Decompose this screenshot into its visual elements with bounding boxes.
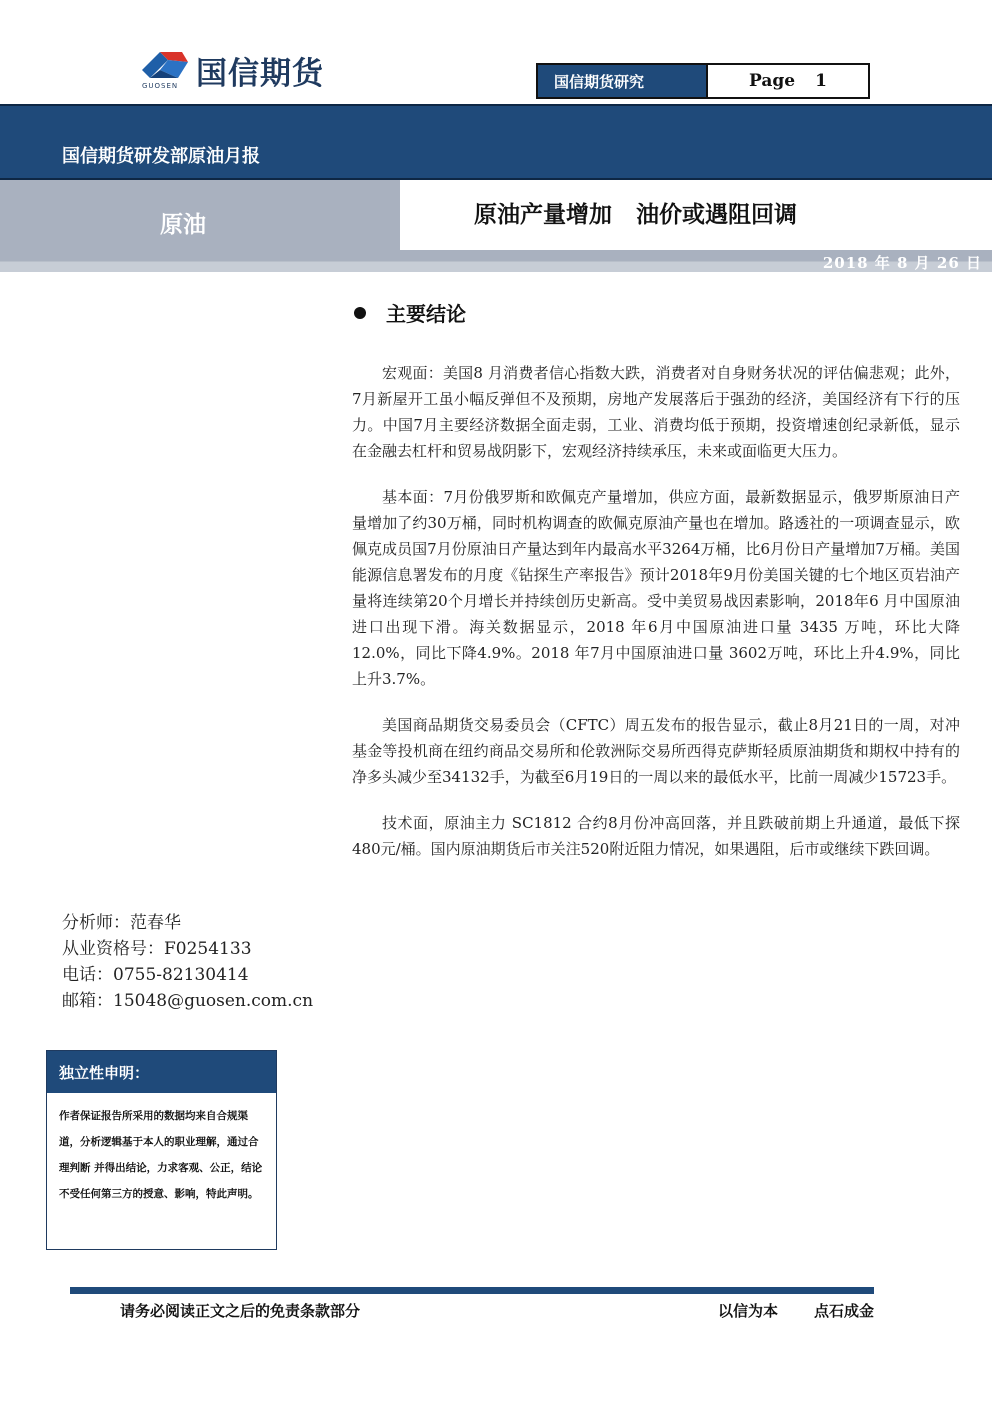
section-heading [354,298,466,327]
paragraph-cftc: 美国商品期货交易委员会（CFTC）周五发布的报告显示，截止8月21日的一周，对冲基金等投机商在纽约商品交易所和伦敦洲际交易所西得克萨斯轻质原油期货和期权中持有的净多头减少至34132手，为截至6月19日的一周以来的最低水平，比前一周减少15723手。 [352,716,960,786]
analyst-info [62,910,313,1014]
analyst-email: 邮箱：15048@guosen.com.cn [62,991,314,1011]
paragraph-fundamentals: 基本面：7月份俄罗斯和欧佩克产量增加，供应方面，最新数据显示，俄罗斯原油日产量增加了约30万桶，同时机构调查的欧佩克原油产量也在增加。路透社的一项调查显示，欧佩克成员国7月份原油日产量达到年内最高水平3264万桶，比6月份日产量增加7万桶。美国能源信息署发布的月度《钻探生产率报告》预计2018年9月份美国关键的七个地区页岩油产量将连续第20个月增长并持续创历史新高。受中美贸易战因素影响，2018年6 月中国原油进口出现下滑。海关数据显示，2018 年6月中国原油进口量 3435 万吨，环比大降12.0%，同比下降4.9%。2018 年7月中国原油进口量 3602万吨，环比上升4.9%，同比上升3.7%。 [352,488,960,688]
date-strip [0,250,992,272]
page-box [536,63,870,99]
analyst-phone: 电话：0755-82130414 [62,965,249,985]
conclusion-body [352,360,960,882]
motto-1: 以信为本 [717,1302,778,1320]
footer-rule [70,1287,874,1294]
brand-name: 国信期货 [196,56,324,92]
analyst-cert: 从业资格号：F0254133 [62,939,252,959]
footer-disclaimer: 请务必阅读正文之后的免责条款部分 [120,1302,361,1320]
section-title: 主要结论 [386,302,466,326]
independence-declaration [46,1050,277,1250]
guosen-logo-mark-icon [138,48,192,84]
paragraph-technical: 技术面，原油主力 SC1812 合约8月份冲高回落，并且跌破前期上升通道，最低下探 480元/桶。国内原油期货后市关注520附近阻力情况，如果遇阻，后市或继续下跌回调。 [352,814,960,858]
report-title: 原油产量增加 油价或遇阻回调 [474,201,798,228]
category-label: 原油 [160,211,206,238]
bullet-icon [354,307,366,319]
brand-sub: GUOSEN [142,82,179,90]
page-box-label: 国信期货研究 [538,65,706,97]
page-word: Page [749,71,796,91]
footer-motto [718,1300,874,1321]
page-number: 1 [815,71,827,91]
declaration-body: 作者保证报告所采用的数据均来自合规渠道，分析逻辑基于本人的职业理解，通过合理判断 并得出结论，力求客观、公正，结论不受任何第三方的授意、影响，特此声明。 [59,1110,263,1200]
department-title: 国信期货研发部原油月报 [62,146,260,167]
guosen-logo [138,46,378,96]
motto-2: 点石成金 [813,1302,874,1320]
report-date: 2018 年 8 月 26 日 [822,254,982,272]
header-band [0,104,992,180]
declaration-title: 独立性申明： [47,1051,276,1093]
paragraph-macro: 宏观面：美国8 月消费者信心指数大跌，消费者对自身财务状况的评估偏悲观；此外，7月新屋开工虽小幅反弹但不及预期，房地产发展落后于强劲的经济，美国经济有下行的压力。中国7月主要经济数据全面走弱，工业、消费均低于预期，投资增速创纪录新低，显示在金融去杠杆和贸易战阴影下，宏观经济持续承压，未来或面临更大压力。 [352,364,960,460]
page-indicator [706,65,868,97]
analyst-name: 分析师：范春华 [62,913,181,933]
